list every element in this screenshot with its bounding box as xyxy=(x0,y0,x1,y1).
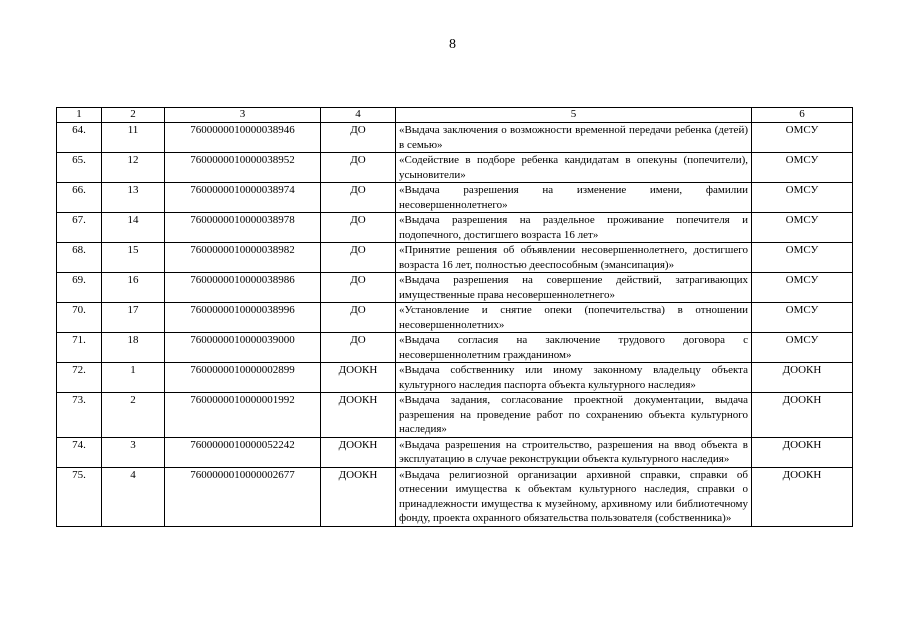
service-name: «Выдача религиозной организации архивной справки, справки об отнесении имущества к объектам культурного наследия, справки о принадлежности имущества к музейному, архивному или библиотечному фонду, проекта охранного обязательства пользователя (собственника)» xyxy=(396,467,752,526)
executor: ОМСУ xyxy=(752,273,853,303)
executor: ОМСУ xyxy=(752,303,853,333)
service-name: «Выдача разрешения на строительство, разрешения на ввод объекта в эксплуатацию в случае реконструкции объекта культурного наследия» xyxy=(396,437,752,467)
row-number: 74. xyxy=(57,437,102,467)
sub-number: 14 xyxy=(102,213,165,243)
department: ДООКН xyxy=(321,393,396,438)
executor: ДООКН xyxy=(752,363,853,393)
row-number: 66. xyxy=(57,183,102,213)
sub-number: 16 xyxy=(102,273,165,303)
service-code: 7600000010000002899 xyxy=(165,363,321,393)
department: ДО xyxy=(321,183,396,213)
services-table xyxy=(56,107,853,527)
department: ДООКН xyxy=(321,437,396,467)
table-header-row xyxy=(57,108,853,123)
executor: ОМСУ xyxy=(752,333,853,363)
executor: ОМСУ xyxy=(752,213,853,243)
table-row xyxy=(57,213,853,243)
executor: ДООКН xyxy=(752,437,853,467)
service-name: «Выдача согласия на заключение трудового договора с несовершеннолетним гражданином» xyxy=(396,333,752,363)
sub-number: 15 xyxy=(102,243,165,273)
sub-number: 4 xyxy=(102,467,165,526)
table-row xyxy=(57,243,853,273)
page-number: 8 xyxy=(449,37,456,52)
department: ДО xyxy=(321,213,396,243)
service-code: 7600000010000038974 xyxy=(165,183,321,213)
sub-number: 11 xyxy=(102,123,165,153)
table-row xyxy=(57,437,853,467)
executor: ОМСУ xyxy=(752,153,853,183)
department: ДО xyxy=(321,123,396,153)
row-number: 64. xyxy=(57,123,102,153)
row-number: 73. xyxy=(57,393,102,438)
sub-number: 13 xyxy=(102,183,165,213)
column-header-6: 6 xyxy=(752,108,853,123)
executor: ОМСУ xyxy=(752,183,853,213)
service-code: 7600000010000001992 xyxy=(165,393,321,438)
service-name: «Выдача разрешения на раздельное проживание попечителя и подопечного, достигшего возраста 16 лет» xyxy=(396,213,752,243)
executor: ОМСУ xyxy=(752,243,853,273)
service-code: 7600000010000038982 xyxy=(165,243,321,273)
table-row xyxy=(57,183,853,213)
department: ДООКН xyxy=(321,467,396,526)
executor: ДООКН xyxy=(752,393,853,438)
column-header-2: 2 xyxy=(102,108,165,123)
row-number: 69. xyxy=(57,273,102,303)
sub-number: 3 xyxy=(102,437,165,467)
service-name: «Установление и снятие опеки (попечительства) в отношении несовершеннолетних» xyxy=(396,303,752,333)
sub-number: 17 xyxy=(102,303,165,333)
service-name: «Выдача собственнику или иному законному владельцу объекта культурного наследия паспорта объекта культурного наследия» xyxy=(396,363,752,393)
department: ДО xyxy=(321,243,396,273)
service-code: 7600000010000002677 xyxy=(165,467,321,526)
row-number: 70. xyxy=(57,303,102,333)
sub-number: 1 xyxy=(102,363,165,393)
department: ДО xyxy=(321,303,396,333)
row-number: 67. xyxy=(57,213,102,243)
department: ДО xyxy=(321,333,396,363)
column-header-3: 3 xyxy=(165,108,321,123)
table-row xyxy=(57,123,853,153)
service-code: 7600000010000052242 xyxy=(165,437,321,467)
department: ДО xyxy=(321,153,396,183)
table-row xyxy=(57,333,853,363)
table-row xyxy=(57,467,853,526)
service-code: 7600000010000038946 xyxy=(165,123,321,153)
service-code: 7600000010000039000 xyxy=(165,333,321,363)
service-name: «Выдача задания, согласование проектной документации, выдача разрешения на проведение работ по сохранению объекта культурного наследия» xyxy=(396,393,752,438)
table-row xyxy=(57,303,853,333)
table-row xyxy=(57,273,853,303)
table-row xyxy=(57,363,853,393)
service-code: 7600000010000038986 xyxy=(165,273,321,303)
service-name: «Содействие в подборе ребенка кандидатам в опекуны (попечители), усыновители» xyxy=(396,153,752,183)
column-header-4: 4 xyxy=(321,108,396,123)
service-name: «Принятие решения об объявлении несовершеннолетнего, достигшего возраста 16 лет, полностью дееспособным (эмансипация)» xyxy=(396,243,752,273)
service-code: 7600000010000038996 xyxy=(165,303,321,333)
executor: ДООКН xyxy=(752,467,853,526)
sub-number: 18 xyxy=(102,333,165,363)
row-number: 68. xyxy=(57,243,102,273)
row-number: 71. xyxy=(57,333,102,363)
column-header-5: 5 xyxy=(396,108,752,123)
table-row xyxy=(57,153,853,183)
row-number: 75. xyxy=(57,467,102,526)
column-header-1: 1 xyxy=(57,108,102,123)
department: ДО xyxy=(321,273,396,303)
table-row xyxy=(57,393,853,438)
row-number: 72. xyxy=(57,363,102,393)
service-name: «Выдача заключения о возможности временной передачи ребенка (детей) в семью» xyxy=(396,123,752,153)
sub-number: 12 xyxy=(102,153,165,183)
service-code: 7600000010000038952 xyxy=(165,153,321,183)
sub-number: 2 xyxy=(102,393,165,438)
service-code: 7600000010000038978 xyxy=(165,213,321,243)
department: ДООКН xyxy=(321,363,396,393)
service-name: «Выдача разрешения на изменение имени, фамилии несовершеннолетнего» xyxy=(396,183,752,213)
row-number: 65. xyxy=(57,153,102,183)
service-name: «Выдача разрешения на совершение действий, затрагивающих имущественные права несовершеннолетнего» xyxy=(396,273,752,303)
executor: ОМСУ xyxy=(752,123,853,153)
